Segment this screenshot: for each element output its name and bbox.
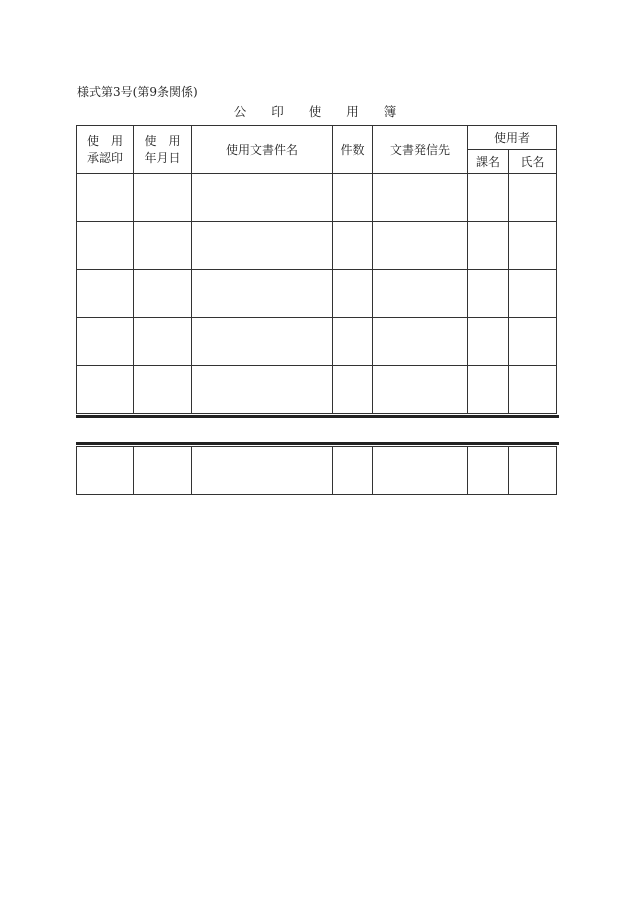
header-recipient: 文書発信先: [373, 126, 468, 174]
seal-usage-table: [76, 125, 557, 414]
header-person-name: 氏名: [509, 150, 557, 174]
table-break-line: [76, 442, 559, 445]
table-row: [77, 366, 557, 414]
page-title: 公 印 使 用 簿: [233, 104, 397, 119]
table-row: [77, 447, 557, 495]
header-approval-seal: 使 用 承認印: [77, 126, 134, 174]
header-section-name: 課名: [468, 150, 509, 174]
table-row: [77, 318, 557, 366]
table-break-line: [76, 415, 559, 418]
form-number-label: 様式第3号(第9条関係): [77, 85, 198, 99]
seal-usage-table-continued: [76, 446, 557, 495]
header-user: 使用者: [468, 126, 557, 150]
header-usage-date: 使 用 年月日: [134, 126, 192, 174]
header-count: 件数: [333, 126, 373, 174]
table-row: [77, 222, 557, 270]
table-row: [77, 174, 557, 222]
header-document-subject: 使用文書件名: [192, 126, 333, 174]
table-row: [77, 270, 557, 318]
